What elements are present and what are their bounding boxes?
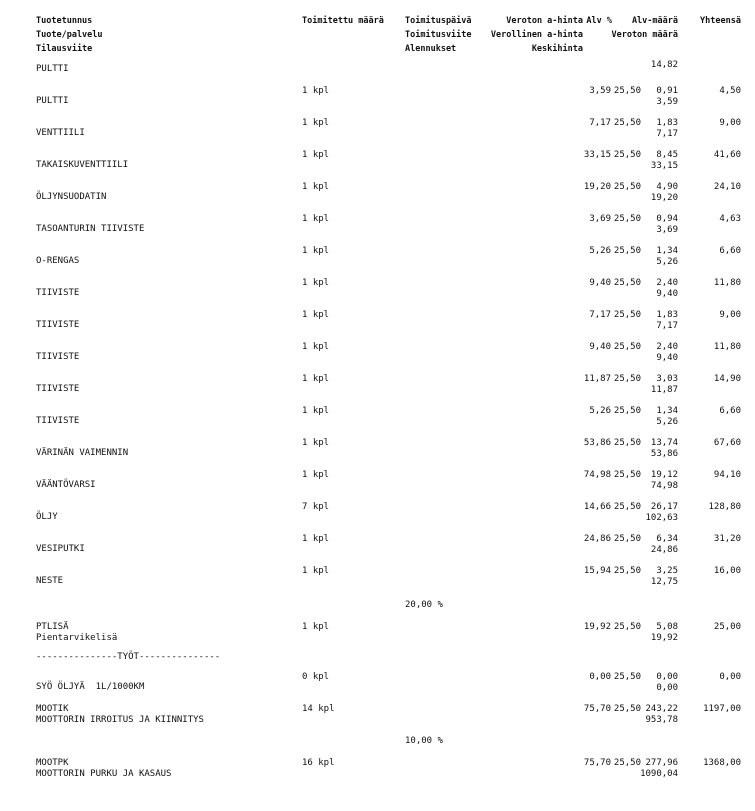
net-amount: 33,15 — [650, 161, 678, 171]
vat-amount: 4,90 — [656, 182, 678, 192]
item-name: TIIVISTE — [36, 416, 80, 426]
vat-percent: 25,50 — [613, 278, 641, 288]
net-amount: 24,86 — [650, 545, 678, 555]
unit-price: 5,26 — [589, 246, 611, 256]
line-total: 6,60 — [719, 246, 741, 256]
vat-amount: 26,17 — [650, 502, 678, 512]
vat-percent: 25,50 — [613, 758, 641, 768]
unit-price: 11,87 — [583, 374, 611, 384]
vat-percent: 25,50 — [613, 622, 641, 632]
quantity: 1 kpl — [302, 310, 330, 320]
item-name: TIIVISTE — [36, 384, 80, 394]
net-amount: 53,86 — [650, 449, 678, 459]
vat-percent: 25,50 — [613, 246, 641, 256]
item-name: TIIVISTE — [36, 320, 80, 330]
net-amount: 9,40 — [656, 353, 678, 363]
item-name: TIIVISTE — [36, 352, 80, 362]
quantity: 1 kpl — [302, 470, 330, 480]
line-total: 6,60 — [719, 406, 741, 416]
vat-percent: 25,50 — [613, 406, 641, 416]
unit-price: 24,86 — [583, 534, 611, 544]
unit-price: 75,70 — [583, 704, 611, 714]
line-total: 9,00 — [719, 118, 741, 128]
unit-price: 33,15 — [583, 150, 611, 160]
line-total: 25,00 — [713, 622, 741, 632]
vat-percent: 25,50 — [613, 118, 641, 128]
item-name: VÄÄNTÖVARSI — [36, 480, 96, 490]
net-amount: 3,69 — [656, 225, 678, 235]
item-name: VÄRINÄN VAIMENNIN — [36, 448, 129, 458]
item-name: SYÖ ÖLJYÄ 1L/1000KM — [36, 682, 145, 692]
net-amount: 19,20 — [650, 193, 678, 203]
vat-amount: 1,34 — [656, 406, 678, 416]
net-amount: 0,00 — [656, 683, 678, 693]
vat-amount: 14,82 — [650, 60, 678, 70]
vat-percent: 25,50 — [613, 342, 641, 352]
item-name: ÖLJY — [36, 512, 58, 522]
net-amount: 3,59 — [656, 97, 678, 107]
vat-amount: 3,03 — [656, 374, 678, 384]
unit-price: 9,40 — [589, 278, 611, 288]
vat-amount: 0,00 — [656, 672, 678, 682]
header-col-vat-percent: Alv % — [586, 16, 612, 26]
net-amount: 9,40 — [656, 289, 678, 299]
vat-percent: 25,50 — [613, 470, 641, 480]
item-name: PULTTI — [36, 64, 69, 74]
quantity: 1 kpl — [302, 214, 330, 224]
vat-amount: 277,96 — [645, 758, 678, 768]
vat-amount: 8,45 — [656, 150, 678, 160]
discount: 20,00 % — [405, 600, 443, 610]
line-total: 9,00 — [719, 310, 741, 320]
item-name: O-RENGAS — [36, 256, 80, 266]
vat-percent: 25,50 — [613, 150, 641, 160]
item-description: MOOTTORIN PURKU JA KASAUS — [36, 769, 172, 779]
quantity: 1 kpl — [302, 118, 330, 128]
unit-price: 7,17 — [589, 310, 611, 320]
net-amount: 7,17 — [656, 129, 678, 139]
unit-price: 74,98 — [583, 470, 611, 480]
unit-price: 5,26 — [589, 406, 611, 416]
unit-price: 3,69 — [589, 214, 611, 224]
net-amount: 5,26 — [656, 257, 678, 267]
header-col-unit-price: Veroton a-hinta Verollinen a-hinta Keskihinta — [490, 16, 583, 54]
line-total: 67,60 — [713, 438, 741, 448]
vat-amount: 1,34 — [656, 246, 678, 256]
vat-percent: 25,50 — [613, 310, 641, 320]
item-name: VESIPUTKI — [36, 544, 85, 554]
quantity: 1 kpl — [302, 182, 330, 192]
unit-price: 75,70 — [583, 758, 611, 768]
vat-percent: 25,50 — [613, 214, 641, 224]
quantity: 1 kpl — [302, 622, 330, 632]
vat-amount: 0,91 — [656, 86, 678, 96]
vat-percent: 25,50 — [613, 374, 641, 384]
line-total: 24,10 — [713, 182, 741, 192]
vat-percent: 25,50 — [613, 86, 641, 96]
quantity: 1 kpl — [302, 438, 330, 448]
vat-amount: 2,40 — [656, 278, 678, 288]
line-total: 11,80 — [713, 278, 741, 288]
unit-price: 15,94 — [583, 566, 611, 576]
line-total: 0,00 — [719, 672, 741, 682]
quantity: 1 kpl — [302, 246, 330, 256]
vat-percent: 25,50 — [613, 438, 641, 448]
unit-price: 9,40 — [589, 342, 611, 352]
vat-amount: 5,08 — [656, 622, 678, 632]
unit-price: 53,86 — [583, 438, 611, 448]
quantity: 1 kpl — [302, 566, 330, 576]
vat-percent: 25,50 — [613, 534, 641, 544]
vat-amount: 1,83 — [656, 118, 678, 128]
vat-amount: 1,83 — [656, 310, 678, 320]
net-amount: 102,63 — [645, 513, 678, 523]
item-name: NESTE — [36, 576, 64, 586]
quantity: 16 kpl — [302, 758, 335, 768]
net-amount: 953,78 — [645, 715, 678, 725]
net-amount: 7,17 — [656, 321, 678, 331]
vat-amount: 6,34 — [656, 534, 678, 544]
vat-percent: 25,50 — [613, 502, 641, 512]
line-total: 11,80 — [713, 342, 741, 352]
item-description: MOOTTORIN IRROITUS JA KIINNITYS — [36, 715, 204, 725]
header-col-total: Yhteensä — [700, 16, 741, 26]
net-amount: 11,87 — [650, 385, 678, 395]
vat-percent: 25,50 — [613, 672, 641, 682]
vat-amount: 19,12 — [650, 470, 678, 480]
header-col-product: Tuotetunnus Tuote/palvelu Tilausviite — [36, 16, 103, 54]
header-col-delivery: Toimituspäivä Toimitusviite Alennukset — [405, 16, 472, 54]
quantity: 1 kpl — [302, 534, 330, 544]
discount: 10,00 % — [405, 736, 443, 746]
header-col-vat-amount: Alv-määrä Veroton määrä — [611, 16, 678, 40]
item-name: PULTTI — [36, 96, 69, 106]
quantity: 1 kpl — [302, 86, 330, 96]
line-total: 16,00 — [713, 566, 741, 576]
net-amount: 19,92 — [650, 633, 678, 643]
line-total: 1368,00 — [703, 758, 741, 768]
vat-percent: 25,50 — [613, 704, 641, 714]
line-total: 14,90 — [713, 374, 741, 384]
net-amount: 74,98 — [650, 481, 678, 491]
vat-amount: 243,22 — [645, 704, 678, 714]
item-name: TIIVISTE — [36, 288, 80, 298]
header-col-quantity: Toimitettu määrä — [302, 16, 384, 26]
item-name: ÖLJYNSUODATIN — [36, 192, 107, 202]
line-total: 4,63 — [719, 214, 741, 224]
net-amount: 12,75 — [650, 577, 678, 587]
unit-price: 0,00 — [589, 672, 611, 682]
quantity: 1 kpl — [302, 278, 330, 288]
item-code: PTLISÄ — [36, 622, 69, 632]
line-total: 31,20 — [713, 534, 741, 544]
quantity: 1 kpl — [302, 374, 330, 384]
item-code: MOOTIK — [36, 704, 69, 714]
table-header — [0, 14, 755, 60]
net-amount: 1090,04 — [640, 769, 678, 779]
item-name: TASOANTURIN TIIVISTE — [36, 224, 145, 234]
item-description: Pientarvikelisä — [36, 633, 118, 643]
vat-amount: 13,74 — [650, 438, 678, 448]
vat-percent: 25,50 — [613, 182, 641, 192]
unit-price: 19,20 — [583, 182, 611, 192]
line-total: 4,50 — [719, 86, 741, 96]
quantity: 14 kpl — [302, 704, 335, 714]
net-amount: 5,26 — [656, 417, 678, 427]
unit-price: 3,59 — [589, 86, 611, 96]
line-total: 94,10 — [713, 470, 741, 480]
line-total: 128,80 — [708, 502, 741, 512]
vat-amount: 2,40 — [656, 342, 678, 352]
vat-amount: 0,94 — [656, 214, 678, 224]
unit-price: 19,92 — [583, 622, 611, 632]
item-code: MOOTPK — [36, 758, 69, 768]
item-name: VENTTIILI — [36, 128, 85, 138]
unit-price: 14,66 — [583, 502, 611, 512]
vat-percent: 25,50 — [613, 566, 641, 576]
quantity: 7 kpl — [302, 502, 330, 512]
quantity: 0 kpl — [302, 672, 330, 682]
quantity: 1 kpl — [302, 406, 330, 416]
item-name: TAKAISKUVENTTIILI — [36, 160, 129, 170]
vat-amount: 3,25 — [656, 566, 678, 576]
quantity: 1 kpl — [302, 150, 330, 160]
unit-price: 7,17 — [589, 118, 611, 128]
line-total: 1197,00 — [703, 704, 741, 714]
line-total: 41,60 — [713, 150, 741, 160]
quantity: 1 kpl — [302, 342, 330, 352]
section-separator: ---------------TYÖT--------------- — [36, 652, 221, 662]
